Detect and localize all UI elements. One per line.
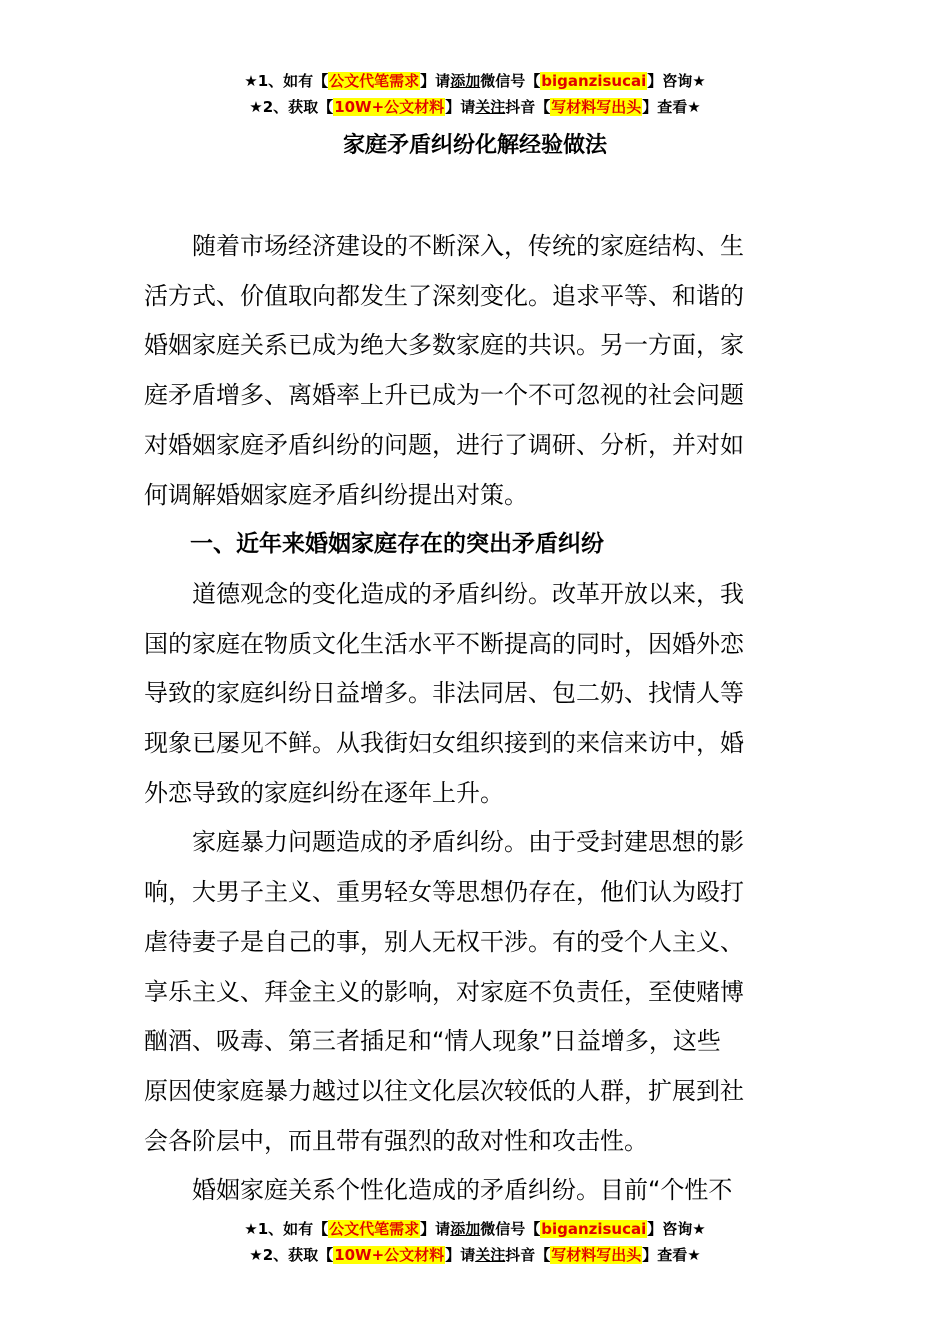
- notice-highlight: 10W+公文材料: [334, 1246, 445, 1264]
- text-line: 何调解婚姻家庭矛盾纠纷提出对策。: [144, 480, 528, 509]
- notice-text: 抖音【: [505, 1246, 551, 1264]
- notice-text: 】查看★: [642, 1246, 701, 1264]
- text-line: 外恋导致的家庭纠纷在逐年上升。: [144, 778, 504, 807]
- notice-text: 微信号【: [480, 1220, 541, 1238]
- section-heading-1: 一、近年来婚姻家庭存在的突出矛盾纠纷: [190, 531, 604, 558]
- notice-highlight: 10W+公文材料: [334, 98, 445, 116]
- notice-line-2: [0, 94, 950, 120]
- text-line: 国的家庭在物质文化生活水平不断提高的同时，因婚外恋: [144, 629, 744, 658]
- notice-line-1: [0, 68, 950, 94]
- notice-underline: 关注: [475, 98, 506, 116]
- notice-underline: 关注: [475, 1246, 506, 1264]
- notice-text: 抖音【: [505, 98, 551, 116]
- text-line: 婚姻家庭关系已成为绝大多数家庭的共识。另一方面，家: [144, 331, 744, 360]
- text-line: 现象已屡见不鲜。从我街妇女组织接到的来信来访中，婚: [144, 729, 744, 758]
- notice-text: ★2、获取【: [249, 1246, 334, 1264]
- text-line: 虐待妻子是自己的事，别人无权干涉。有的受个人主义、: [144, 927, 744, 956]
- notice-text: ★2、获取【: [249, 98, 334, 116]
- paragraph-3: [144, 818, 810, 1166]
- text-line: 活方式、价值取向都发生了深刻变化。追求平等、和谐的: [144, 281, 744, 310]
- notice-text: 】查看★: [642, 98, 701, 116]
- document-body: [144, 222, 810, 1216]
- text-line: 随着市场经济建设的不断深入，传统的家庭结构、生: [192, 232, 744, 260]
- notice-line-1: [0, 1216, 950, 1242]
- paragraph-2: [144, 570, 810, 819]
- text-line: 酗酒、吸毒、第三者插足和“情人现象”日益增多，这些: [144, 1027, 721, 1056]
- notice-text: ★1、如有【: [244, 72, 329, 90]
- document-title: 家庭矛盾纠纷化解经验做法: [342, 133, 607, 158]
- footer-notice: [0, 1216, 950, 1268]
- notice-text: 】请: [445, 98, 476, 116]
- paragraph-4: [144, 1166, 810, 1216]
- notice-underline: 添加: [450, 1220, 481, 1238]
- text-line: 享乐主义、拜金主义的影响，对家庭不负责任，至使赌博: [144, 977, 744, 1006]
- text-line: 对婚姻家庭矛盾纠纷的问题，进行了调研、分析，并对如: [144, 430, 744, 459]
- notice-text: ★1、如有【: [244, 1220, 329, 1238]
- paragraph-1: [144, 222, 810, 520]
- text-line: 庭矛盾增多、离婚率上升已成为一个不可忽视的社会问题: [144, 381, 744, 410]
- notice-text: 】请: [420, 1220, 451, 1238]
- notice-text: 】咨询★: [647, 1220, 706, 1238]
- notice-highlight: 公文代笔需求: [329, 1220, 420, 1238]
- notice-text: 微信号【: [480, 72, 541, 90]
- text-line: 婚姻家庭关系个性化造成的矛盾纠纷。目前“个性不: [192, 1176, 733, 1205]
- notice-text: 】请: [420, 72, 451, 90]
- notice-highlight: biganzisucai: [541, 72, 647, 90]
- notice-line-2: [0, 1242, 950, 1268]
- notice-highlight: 写材料写出头: [551, 98, 642, 116]
- text-line: 导致的家庭纠纷日益增多。非法同居、包二奶、找情人等: [144, 679, 744, 708]
- text-line: 道德观念的变化造成的矛盾纠纷。改革开放以来，我: [192, 579, 744, 608]
- text-line: 原因使家庭暴力越过以往文化层次较低的人群，扩展到社: [144, 1076, 744, 1105]
- notice-highlight: 写材料写出头: [551, 1246, 642, 1264]
- notice-text: 】咨询★: [647, 72, 706, 90]
- notice-text: 】请: [445, 1246, 476, 1264]
- text-line: 会各阶层中，而且带有强烈的敌对性和攻击性。: [144, 1126, 648, 1155]
- notice-underline: 添加: [450, 72, 481, 90]
- notice-highlight: 公文代笔需求: [329, 72, 420, 90]
- text-line: 响，大男子主义、重男轻女等思想仍存在，他们认为殴打: [144, 878, 744, 907]
- text-line: 家庭暴力问题造成的矛盾纠纷。由于受封建思想的影: [192, 828, 744, 857]
- notice-highlight: biganzisucai: [541, 1220, 647, 1238]
- header-notice: [0, 68, 950, 120]
